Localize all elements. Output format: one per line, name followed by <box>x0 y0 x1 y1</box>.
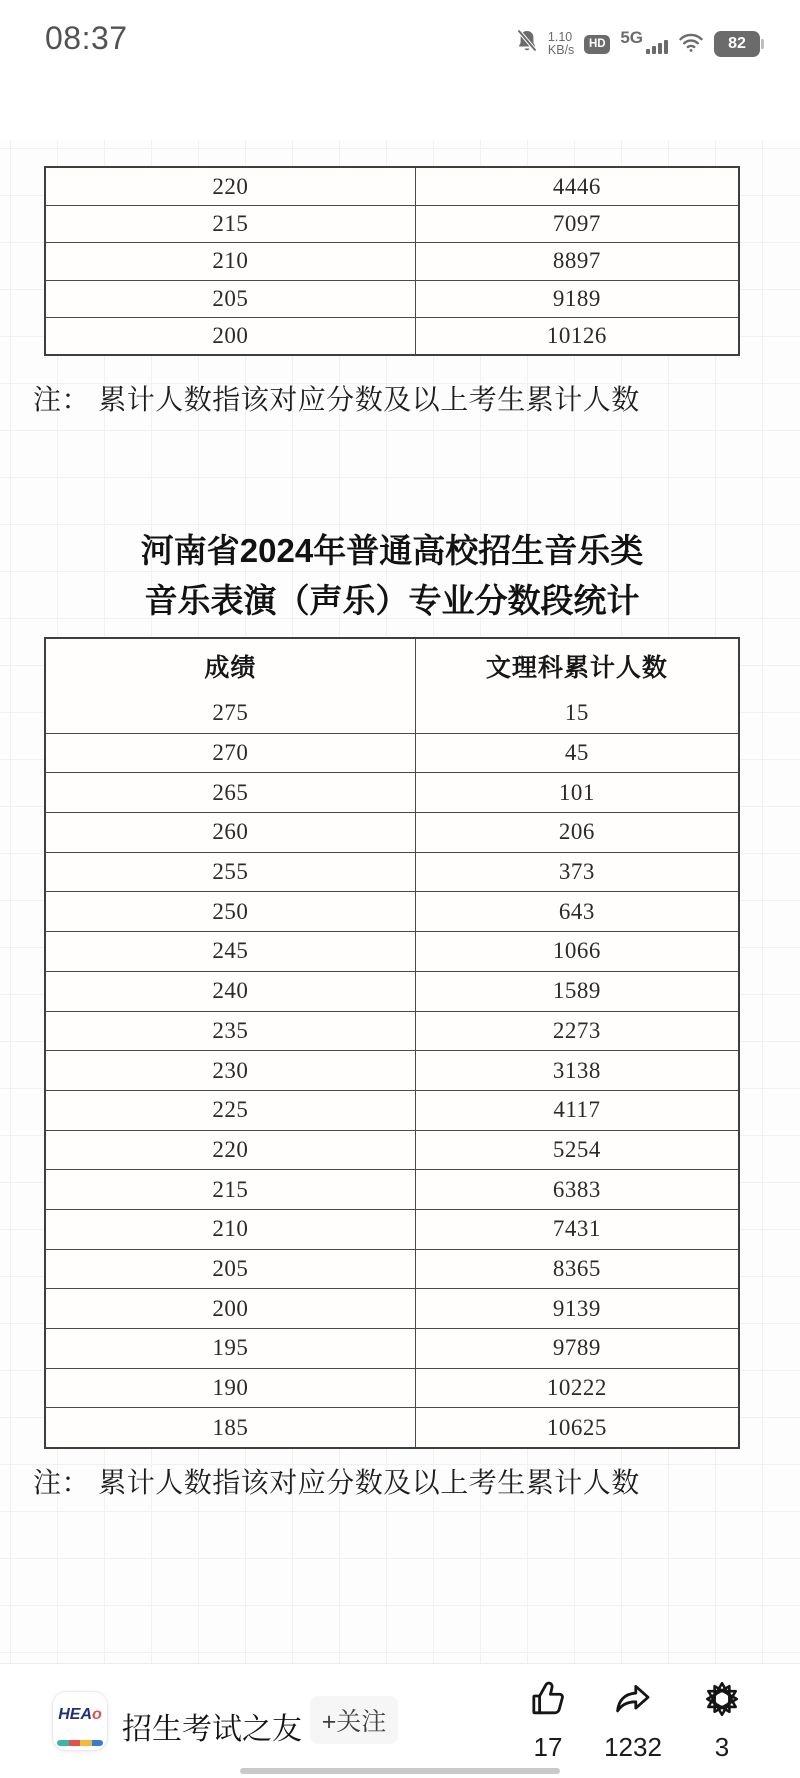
document-image[interactable] <box>0 140 800 1663</box>
document-title-line2: 音乐表演（声乐）专业分数段统计 <box>144 582 640 619</box>
table-row <box>46 971 738 1011</box>
cumulative-count-cell: 643 <box>558 898 595 924</box>
cumulative-count-cell: 8897 <box>552 248 601 274</box>
cumulative-count-cell: 2273 <box>552 1017 601 1043</box>
score-cell: 215 <box>46 1170 416 1209</box>
table-row <box>46 1011 738 1051</box>
score-cell: 260 <box>46 813 416 852</box>
share-button[interactable] <box>593 1678 673 1763</box>
cumulative-count-cell: 7431 <box>552 1216 601 1242</box>
score-cell: 185 <box>46 1408 416 1447</box>
score-cell: 230 <box>46 1051 416 1090</box>
score-cell: 210 <box>46 1210 416 1249</box>
score-cell: 220 <box>46 168 416 205</box>
cumulative-count-cell: 8365 <box>552 1255 601 1281</box>
table-row <box>46 1090 738 1130</box>
table-row <box>46 1169 738 1209</box>
hd-badge: HD <box>584 35 610 54</box>
cumulative-count-cell: 4446 <box>552 173 601 199</box>
cumulative-count-cell: 6383 <box>552 1176 601 1202</box>
table-note: 注： 累计人数指该对应分数及以上考生累计人数 <box>33 384 640 415</box>
table-header-row <box>46 639 738 693</box>
avatar-color-strip <box>57 1740 103 1746</box>
score-cell: 255 <box>46 853 416 892</box>
cumulative-count-cell: 1589 <box>552 978 601 1004</box>
cumulative-count-cell: 9189 <box>552 285 601 311</box>
cumulative-count-cell: 9139 <box>552 1295 601 1321</box>
table-row <box>46 1328 738 1368</box>
cumulative-count-cell: 10126 <box>546 322 607 348</box>
score-table-top <box>44 166 740 356</box>
table-row <box>46 891 738 931</box>
score-cell: 275 <box>46 693 416 733</box>
bottom-bar <box>0 1663 800 1778</box>
score-cell: 225 <box>46 1091 416 1130</box>
score-cell: 205 <box>46 281 416 317</box>
score-cell: 235 <box>46 1012 416 1051</box>
document-title-line1: 河南省2024年普通高校招生音乐类 <box>140 532 644 569</box>
table-row <box>46 1209 738 1249</box>
network-type-label: 5G <box>620 28 643 47</box>
table-row <box>46 812 738 852</box>
table-row <box>46 280 738 317</box>
table-body <box>46 693 738 1447</box>
like-button[interactable] <box>508 1678 588 1763</box>
table-row <box>46 1368 738 1408</box>
cumulative-count-cell: 10625 <box>546 1414 607 1440</box>
table-note: 注： 累计人数指该对应分数及以上考生累计人数 <box>33 1467 640 1498</box>
table-row <box>46 693 738 733</box>
score-cell: 210 <box>46 243 416 279</box>
cumulative-count-cell: 10222 <box>546 1375 607 1401</box>
status-icons <box>516 26 760 62</box>
muted-bell-icon <box>516 29 538 60</box>
score-cell: 220 <box>46 1131 416 1170</box>
cumulative-count-cell: 7097 <box>552 211 601 237</box>
table-row <box>46 242 738 279</box>
account-avatar[interactable] <box>52 1691 108 1751</box>
cumulative-count-cell: 15 <box>564 699 589 725</box>
score-cell: 245 <box>46 932 416 971</box>
score-cell: 215 <box>46 206 416 242</box>
table-row <box>46 205 738 242</box>
score-cell: 200 <box>46 1289 416 1328</box>
avatar-logo-text: HEAo <box>58 1706 102 1723</box>
network-speed-unit: KB/s <box>547 43 575 57</box>
cumulative-count-cell: 9789 <box>552 1335 601 1361</box>
status-bar <box>0 0 800 70</box>
share-count: 1232 <box>604 1732 662 1762</box>
image-viewer-toolbar <box>0 70 800 140</box>
score-cell: 240 <box>46 972 416 1011</box>
score-cell: 190 <box>46 1369 416 1408</box>
wifi-icon <box>678 31 704 58</box>
score-cell: 200 <box>46 318 416 354</box>
cumulative-count-cell: 206 <box>558 819 595 845</box>
cumulative-count-cell: 5254 <box>552 1136 601 1162</box>
table-header-score: 成绩 <box>46 639 416 693</box>
table-row <box>46 1249 738 1289</box>
table-row <box>46 1407 738 1447</box>
cumulative-count-cell: 45 <box>564 740 589 766</box>
wow-count: 3 <box>714 1732 730 1762</box>
cumulative-count-cell: 3138 <box>552 1057 601 1083</box>
account-name[interactable]: 招生考试之友 <box>122 1713 302 1746</box>
cumulative-count-cell: 4117 <box>553 1097 601 1123</box>
table-row <box>46 852 738 892</box>
table-row <box>46 317 738 354</box>
like-count: 17 <box>533 1732 563 1762</box>
score-cell: 250 <box>46 892 416 931</box>
table-row <box>46 772 738 812</box>
share-arrow-icon <box>612 1678 654 1725</box>
table-row <box>46 931 738 971</box>
wow-button[interactable] <box>682 1678 762 1763</box>
document-title <box>44 526 740 626</box>
table-row <box>46 733 738 773</box>
cumulative-count-cell: 1066 <box>552 938 601 964</box>
thumbs-up-icon <box>527 1678 569 1725</box>
network-speed-indicator <box>548 31 574 57</box>
score-cell: 205 <box>46 1250 416 1289</box>
score-table-main <box>44 637 740 1449</box>
cumulative-count-cell: 373 <box>558 859 595 885</box>
score-cell: 195 <box>46 1329 416 1368</box>
signal-5g-icon <box>620 28 668 54</box>
battery-icon: 82 <box>714 31 760 57</box>
signal-bars-icon <box>646 40 668 54</box>
table-row <box>46 1288 738 1328</box>
score-cell: 270 <box>46 734 416 773</box>
follow-button[interactable]: +关注 <box>310 1696 398 1744</box>
wow-flower-icon <box>701 1678 743 1725</box>
clock-time: 08:37 <box>45 20 128 56</box>
home-indicator[interactable] <box>240 1768 560 1774</box>
table-row <box>46 1130 738 1170</box>
network-speed-value: 1.10 <box>547 30 573 44</box>
table-row <box>46 168 738 205</box>
table-row <box>46 1050 738 1090</box>
cumulative-count-cell: 101 <box>558 779 595 805</box>
score-cell: 265 <box>46 773 416 812</box>
table-header-cumulative: 文理科累计人数 <box>485 654 668 682</box>
